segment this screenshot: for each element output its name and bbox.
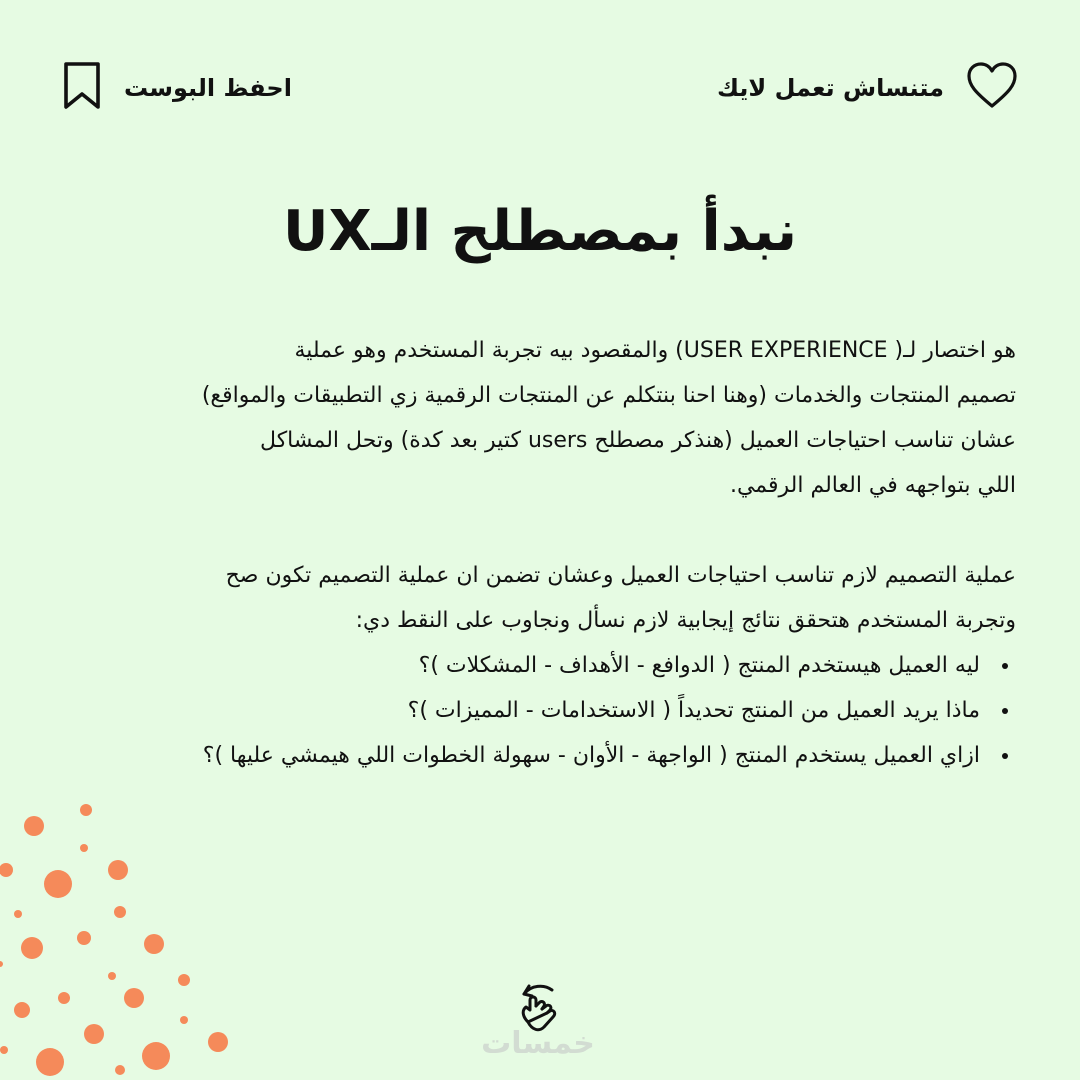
brand-name: خمسات <box>481 1026 595 1061</box>
brand-logo <box>468 976 608 1066</box>
list-item-text: ازاي العميل يستخدم المنتج ( الواجهة - الأوان - سهولة الخطوات اللي هيمشي عليها )؟ <box>202 743 980 768</box>
list-item-text: ليه العميل هيستخدم المنتج ( الدوافع - الأهداف - المشكلات )؟ <box>418 653 980 678</box>
decorative-dots <box>0 790 260 1080</box>
heart-icon[interactable] <box>966 61 1018 115</box>
bullet-icon <box>1002 663 1008 669</box>
page-title: نبدأ بمصطلح الـUX <box>283 199 797 264</box>
intro-line: اللي بتواجهه في العالم الرقمي. <box>729 473 1016 498</box>
list-item <box>56 643 1016 688</box>
list-item <box>56 688 1016 733</box>
like-label: متنساش تعمل لايك <box>716 74 944 102</box>
intro-line: تصميم المنتجات والخدمات (وهنا احنا بنتكلم عن المنتجات الرقمية زي التطبيقات والمواقع) <box>201 383 1016 408</box>
questions-line: عملية التصميم لازم تناسب احتياجات العميل وعشان تضمن ان عملية التصميم تكون صح <box>225 563 1016 588</box>
intro-paragraph <box>56 328 1016 508</box>
like-reminder[interactable] <box>717 62 1018 114</box>
intro-line: عشان تناسب احتياجات العميل (هنذكر مصطلح users كتير بعد كدة) وتحل المشاكل <box>260 428 1016 453</box>
questions-list <box>56 643 1016 778</box>
bullet-icon <box>1002 708 1008 714</box>
list-item <box>56 733 1016 778</box>
post-body <box>56 328 1016 778</box>
questions-paragraph <box>56 553 1016 643</box>
questions-line: وتجربة المستخدم هتحقق نتائج إيجابية لازم نسأل ونجاوب على النقط دي: <box>355 608 1016 633</box>
save-label: احفظ البوست <box>124 74 292 102</box>
intro-line: هو اختصار لـ( USER EXPERIENCE) والمقصود بيه تجربة المستخدم وهو عملية <box>294 338 1016 363</box>
bookmark-icon[interactable] <box>62 61 102 115</box>
save-reminder[interactable] <box>62 62 292 114</box>
list-item-text: ماذا يريد العميل من المنتج تحديداً ( الاستخدامات - المميزات )؟ <box>407 698 980 723</box>
bullet-icon <box>1002 753 1008 759</box>
